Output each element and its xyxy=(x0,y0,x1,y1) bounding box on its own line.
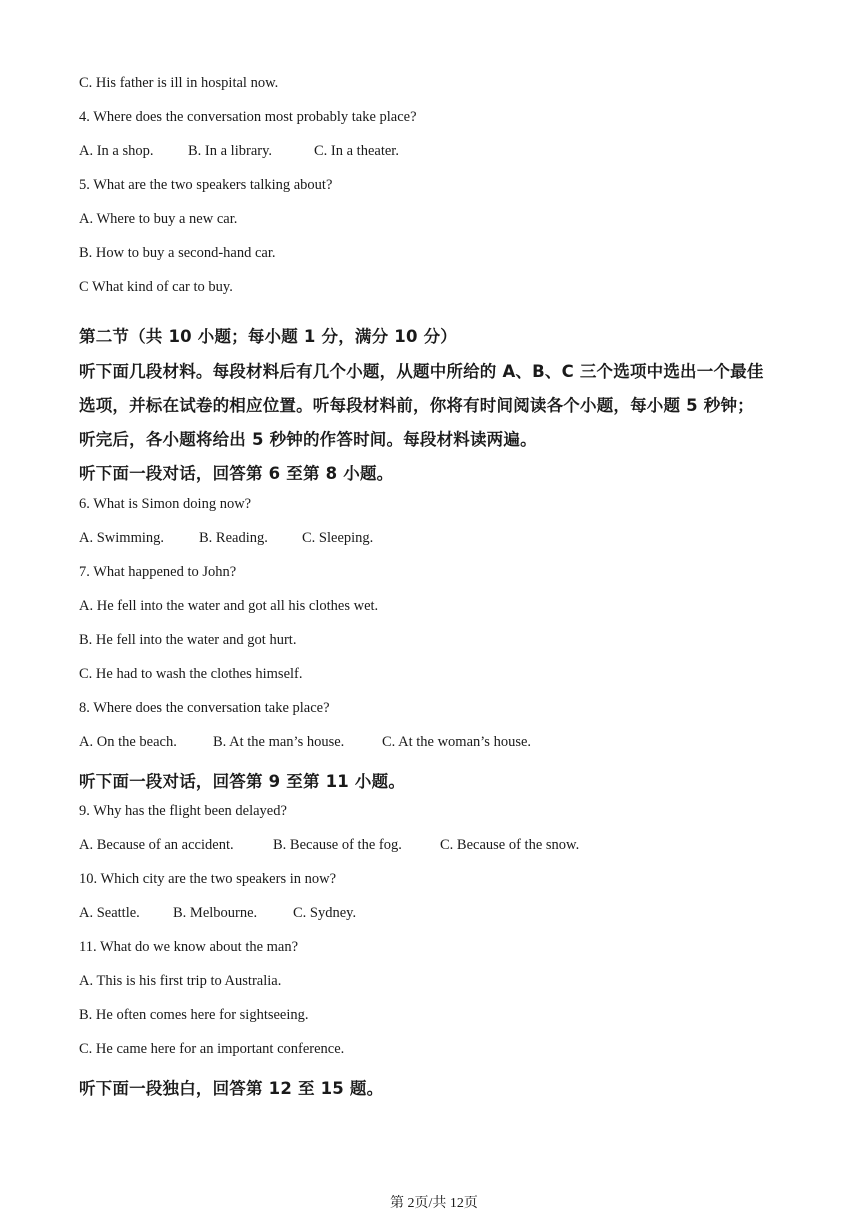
question-line: 4. Where does the conversation most probably take place? xyxy=(79,109,417,125)
section-heading-line: 听下面几段材料。每段材料后有几个小题，从题中所给的 A、B、C 三个选项中选出一个最佳 xyxy=(79,362,764,381)
answer-option: A. On the beach. xyxy=(79,734,177,750)
question-line: 11. What do we know about the man? xyxy=(79,939,299,955)
question-line: B. He fell into the water and got hurt. xyxy=(79,632,297,648)
answer-option: B. Melbourne. xyxy=(173,905,258,921)
question-line: 9. Why has the flight been delayed? xyxy=(79,803,287,819)
answer-option: B. In a library. xyxy=(188,143,273,159)
question-line: 10. Which city are the two speakers in now? xyxy=(79,871,337,887)
answer-option: A. In a shop. xyxy=(79,143,154,159)
section-heading-line: 第二节（共 10 小题；每小题 1 分，满分 10 分） xyxy=(79,327,457,346)
answer-option: B. Reading. xyxy=(199,530,268,546)
question-line: 5. What are the two speakers talking about? xyxy=(79,177,333,193)
answer-option: C. Sleeping. xyxy=(302,530,374,546)
question-line: B. How to buy a second-hand car. xyxy=(79,245,276,261)
answer-option: B. At the man’s house. xyxy=(213,734,345,750)
question-line: 8. Where does the conversation take place? xyxy=(79,700,330,716)
question-line: B. He often comes here for sightseeing. xyxy=(79,1007,309,1023)
answer-option: C. In a theater. xyxy=(314,143,399,159)
answer-option: C. Sydney. xyxy=(293,905,357,921)
question-line: A. He fell into the water and got all his clothes wet. xyxy=(79,598,379,614)
question-line: C What kind of car to buy. xyxy=(79,279,233,295)
page-footer: 第 2页/共 12页 xyxy=(390,1196,478,1211)
section-heading-line: 选项，并标在试卷的相应位置。听每段材料前，你将有时间阅读各个小题，每小题 5 秒钟； xyxy=(79,396,754,415)
section-heading-line: 听完后，各小题将给出 5 秒钟的作答时间。每段材料读两遍。 xyxy=(79,430,537,449)
answer-option: C. Because of the snow. xyxy=(440,837,580,853)
answer-option: A. Because of an accident. xyxy=(79,837,234,853)
question-line: A. This is his first trip to Australia. xyxy=(79,973,282,989)
question-line: C. He came here for an important conference. xyxy=(79,1041,345,1057)
answer-option: A. Swimming. xyxy=(79,530,164,546)
answer-option: A. Seattle. xyxy=(79,905,140,921)
answer-option: B. Because of the fog. xyxy=(273,837,402,853)
question-line: 7. What happened to John? xyxy=(79,564,237,580)
question-line: A. Where to buy a new car. xyxy=(79,211,238,227)
question-line: C. His father is ill in hospital now. xyxy=(79,75,279,91)
section-heading-line: 听下面一段独白，回答第 12 至 15 题。 xyxy=(79,1079,384,1098)
answer-option: C. At the woman’s house. xyxy=(382,734,532,750)
question-line: 6. What is Simon doing now? xyxy=(79,496,252,512)
question-line: C. He had to wash the clothes himself. xyxy=(79,666,303,682)
section-heading-line: 听下面一段对话，回答第 9 至第 11 小题。 xyxy=(79,772,406,791)
section-heading-line: 听下面一段对话，回答第 6 至第 8 小题。 xyxy=(79,464,394,483)
